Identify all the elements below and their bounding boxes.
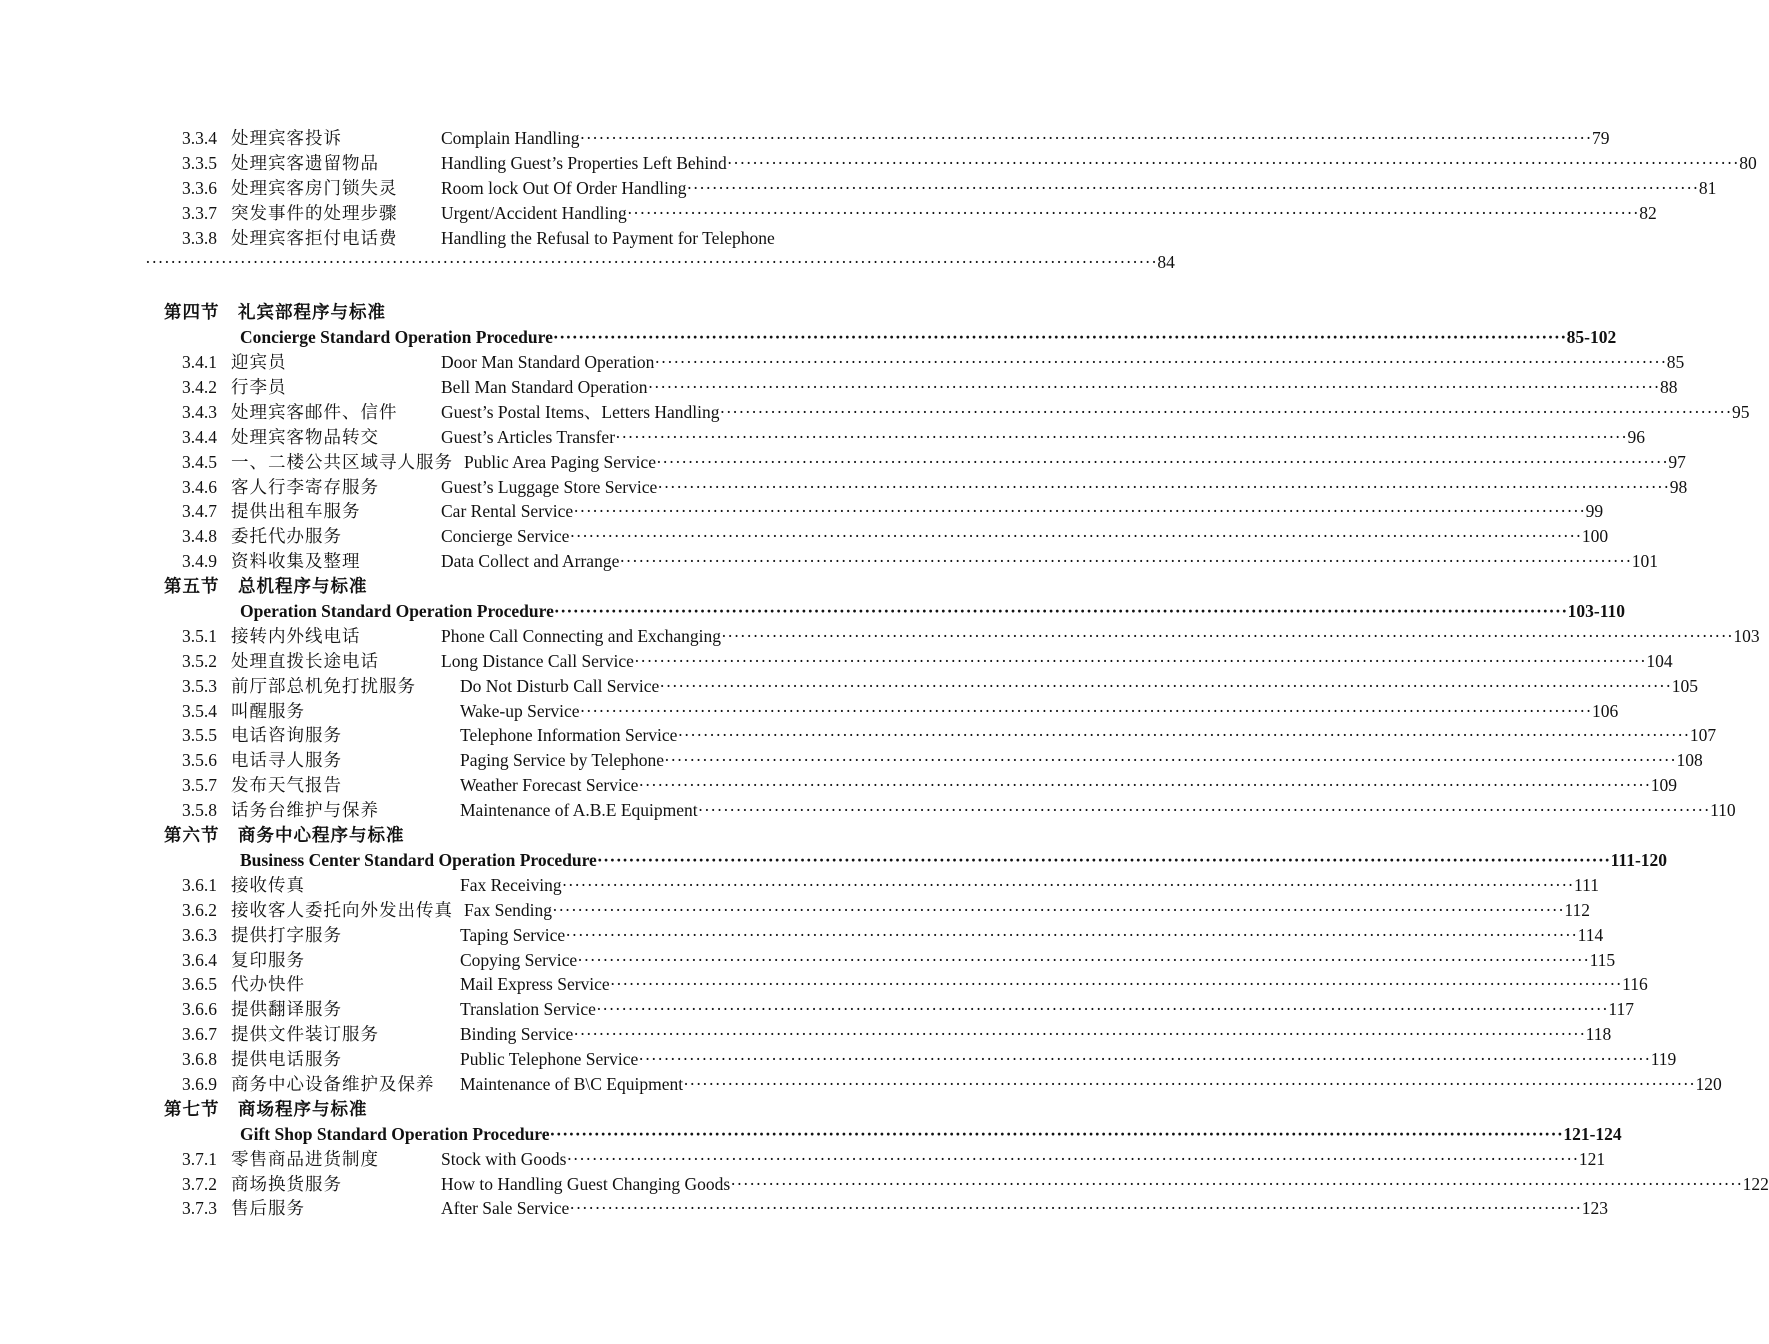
entry-title-english [464,450,1686,475]
entry-number: 3.5.7 [182,775,217,796]
dot-leader: ································································································································································ [719,401,1732,422]
entry-title-english [460,923,1604,948]
entry-number: 3.3.6 [182,177,217,198]
entry-title-english [441,350,1685,375]
page-number: 120 [1695,1073,1722,1094]
entry-number: 3.3.5 [182,152,217,173]
entry-label: Concierge Service [441,526,570,547]
dot-leader: ································································································································································ [553,601,1568,622]
dot-leader: ································································································································································ [730,1173,1743,1194]
entry-title-chinese: 行李员 [231,377,287,398]
entry-title-chinese: 叫醒服务 [231,700,305,721]
entry-title-chinese: 处理宾客拒付电话费 [231,227,398,248]
entry-number: 3.4.1 [182,352,217,373]
dot-leader: ································································································································································ [552,899,1565,920]
entry-title-english [441,1147,1606,1172]
entry-title-chinese: 接收客人委托向外发出传真 [231,899,453,920]
entry-title-english [460,1022,1612,1047]
entry-title-chinese: 提供打字服务 [231,924,342,945]
entry-title-chinese: 售后服务 [231,1198,305,1219]
entry-label: Taping Service [460,924,566,945]
dot-leader: ································································································································································ [697,800,1711,821]
section-title-label: Business Center Standard Operation Procedure [240,849,597,870]
entry-number: 3.4.2 [182,377,217,398]
toc-entry [0,201,1657,226]
toc-entry [0,1172,1769,1197]
entry-title-english [460,773,1678,798]
entry-title-english [460,948,1616,973]
page-number: 121 [1578,1148,1606,1169]
page-number: 108 [1676,750,1703,771]
entry-label: Data Collect and Arrange [441,551,620,572]
toc-entry [0,723,1717,748]
dot-leader: ································································································································································ [677,725,1690,746]
entry-title-english [441,475,1688,500]
dot-leader: ································································································································································ [565,924,1578,945]
entry-title-english [464,898,1591,923]
entry-title-english [441,201,1657,226]
entry-label: Mail Express Service [460,974,610,995]
entry-title-chinese: 处理宾客邮件、信件 [231,401,398,422]
dot-leader: ································································································································································ [655,451,1669,472]
entry-number: 3.5.3 [182,675,217,696]
toc-entry [0,773,1678,798]
section-heading-chinese: 第五节 总机程序与标准 [164,576,368,597]
toc-entry [0,176,1717,201]
dot-leader: ································································································································································ [569,1198,1582,1219]
page-number: 85 [1666,352,1685,373]
toc-entry [0,226,950,251]
entry-title-english [460,1047,1677,1072]
dot-leader: ································································································································································ [638,1049,1651,1070]
entry-title-chinese: 接收传真 [231,874,305,895]
toc-entry [0,1072,1722,1097]
toc-entry [0,475,1688,500]
entry-title-english [460,997,1634,1022]
dot-leader: ································································································································································ [561,874,1574,895]
entry-title-chinese: 话务台维护与保养 [231,800,379,821]
toc-entry [0,1047,1677,1072]
dot-leader: ································································································································································ [609,974,1623,995]
section-heading-chinese: 第四节 礼宾部程序与标准 [164,302,386,323]
entry-label: Weather Forecast Service [460,775,639,796]
page-number: 100 [1581,526,1609,547]
entry-label: Fax Sending [464,899,552,920]
toc-entry [0,1022,1612,1047]
entry-title-chinese: 提供出租车服务 [231,501,361,522]
entry-title-chinese: 处理宾客投诉 [231,128,342,148]
dot-leader: ································································································································································ [552,327,1567,348]
entry-title-english [441,151,1757,176]
page-number: 95 [1731,401,1750,422]
section-title-row [0,325,1617,350]
page-number: 96 [1627,426,1645,447]
dot-leader: ································································································································································ [595,999,1609,1020]
entry-label: Public Area Paging Service [464,451,656,472]
page-number: 105 [1671,675,1698,696]
entry-label: Door Man Standard Operation [441,352,655,373]
entry-number: 3.3.4 [182,128,217,148]
section-title-english [240,599,1626,624]
page-number: 84 [1157,252,1175,273]
dot-leader: ································································································································································ [659,675,1672,696]
dot-leader: ································································································································································ [647,377,1660,398]
entry-number: 3.7.1 [182,1148,217,1169]
page-number: 79 [1591,128,1610,148]
dot-leader: ································································································································································ [569,526,1582,547]
page-number: 118 [1585,1024,1612,1045]
entry-number: 3.6.4 [182,949,217,970]
page-number: 109 [1650,775,1678,796]
page-number: 99 [1585,501,1604,522]
page-number: 81 [1698,177,1717,198]
entry-title-english [441,425,1645,450]
entry-number: 3.7.2 [182,1173,217,1194]
entry-title-english [441,226,848,251]
entry-title-chinese: 处理宾客物品转交 [231,426,379,447]
entry-number: 3.4.9 [182,551,217,572]
toc-entry [0,549,1659,574]
entry-label: Stock with Goods [441,1148,567,1169]
section-heading [0,823,950,848]
section-spacer [0,275,950,300]
entry-number: 3.4.8 [182,526,217,547]
page-range: 121-124 [1563,1123,1622,1144]
dot-leader: ································································································································································ [638,775,1651,796]
dot-leader: ································································································································································ [579,700,1592,721]
toc-entry [0,400,1750,425]
entry-number: 3.6.5 [182,974,217,995]
dot-leader: ································································································································································ [577,949,1590,970]
entry-title-chinese: 发布天气报告 [231,775,342,796]
entry-label: How to Handling Guest Changing Goods [441,1173,731,1194]
entry-label: Do Not Disturb Call Service [460,675,660,696]
section-heading-chinese: 第七节 商场程序与标准 [164,1098,368,1119]
entry-title-chinese: 复印服务 [231,949,305,970]
entry-number: 3.4.7 [182,501,217,522]
dot-leader: ································································································································································ [573,501,1586,522]
entry-title-chinese: 委托代办服务 [231,526,342,547]
entry-title-english [441,499,1604,524]
page-number: 122 [1742,1173,1769,1194]
table-of-contents [0,126,1769,1221]
entry-label: Long Distance Call Service [441,650,634,671]
entry-title-chinese: 电话寻人服务 [231,750,342,771]
page-number: 101 [1631,551,1659,572]
toc-entry [0,499,1604,524]
page-number: 97 [1668,451,1686,472]
toc-entry-continuation [0,250,1175,275]
entry-label: Complain Handling [441,128,580,148]
entry-title-english [460,972,1648,997]
dot-leader: ································································································································································ [145,252,1158,273]
entry-number: 3.5.8 [182,800,217,821]
section-title-label: Gift Shop Standard Operation Procedure [240,1123,550,1144]
page-number: 114 [1577,924,1604,945]
toc-entry [0,350,1685,375]
page-number: 123 [1581,1198,1608,1219]
entry-number: 3.4.5 [182,451,217,472]
entry-title-chinese: 商务中心设备维护及保养 [231,1073,435,1094]
page-number: 111 [1574,874,1599,895]
entry-title-chinese: 提供电话服务 [231,1049,342,1070]
entry-title-chinese: 商场换货服务 [231,1173,342,1194]
entry-title-chinese: 接转内外线电话 [231,625,361,646]
entry-number: 3.5.2 [182,650,217,671]
toc-entry [0,624,1760,649]
toc-entry [0,798,1736,823]
entry-title-english [441,126,1610,151]
entry-number: 3.4.3 [182,401,217,422]
entry-title-chinese: 客人行李寄存服务 [231,476,379,497]
section-title-row [0,599,1626,624]
entry-label: Telephone Information Service [460,725,678,746]
entry-label: Room lock Out Of Order Handling [441,177,687,198]
dot-leader: ································································································································································ [633,650,1647,671]
toc-entry [0,674,1698,699]
entry-number: 3.6.7 [182,1024,217,1045]
entry-label: Car Rental Service [441,501,574,522]
entry-continuation-line [145,250,1175,275]
entry-title-english [460,798,1736,823]
entry-label: Bell Man Standard Operation [441,377,648,398]
toc-entry [0,151,1757,176]
entry-number: 3.6.6 [182,999,217,1020]
entry-title-english [441,624,1760,649]
entry-title-chinese: 资料收集及整理 [231,551,361,572]
page-number: 119 [1650,1049,1677,1070]
toc-entry [0,425,1645,450]
entry-label: Paging Service by Telephone [460,750,665,771]
toc-entry [0,1147,1606,1172]
entry-title-english [441,649,1673,674]
entry-number: 3.4.4 [182,426,217,447]
entry-number: 3.6.9 [182,1073,217,1094]
entry-title-english [460,748,1703,773]
page-number: 88 [1659,377,1678,398]
page-range: 103-110 [1567,601,1626,622]
entry-number: 3.5.1 [182,625,217,646]
section-title-row [0,1122,1622,1147]
entry-label: Guest’s Luggage Store Service [441,476,658,497]
page-number: 112 [1564,899,1591,920]
entry-title-chinese: 代办快件 [231,974,305,995]
toc-entry [0,923,1604,948]
entry-number: 3.5.5 [182,725,217,746]
entry-title-english [460,873,1599,898]
entry-label: Handling Guest’s Properties Left Behind [441,152,727,173]
entry-title-english [441,549,1659,574]
toc-entry [0,997,1634,1022]
entry-title-english [441,375,1678,400]
dot-leader: ································································································································································ [686,177,1699,198]
section-heading [0,300,950,325]
section-title-english [240,1122,1622,1147]
entry-label: Binding Service [460,1024,574,1045]
page-number: 106 [1592,700,1619,721]
entry-label: Maintenance of A.B.E Equipment [460,800,698,821]
entry-title-chinese: 电话咨询服务 [231,725,342,746]
entry-title-english [460,723,1717,748]
entry-label: Copying Service [460,949,578,970]
entry-number: 3.3.8 [182,227,217,248]
page-range: 85-102 [1566,327,1617,348]
dot-leader: ································································································································································ [619,551,1632,572]
entry-label: Handling the Refusal to Payment for Telephone [441,227,775,248]
entry-title-chinese: 处理宾客遗留物品 [231,152,379,173]
entry-number: 3.5.4 [182,700,217,721]
page-number: 115 [1589,949,1616,970]
entry-title-english [460,674,1698,699]
entry-title-chinese: 一、二楼公共区域寻人服务 [231,451,453,472]
dot-leader: ································································································································································ [654,352,1667,373]
entry-label: Public Telephone Service [460,1049,639,1070]
dot-leader: ································································································································································ [683,1073,1696,1094]
entry-number: 3.6.3 [182,924,217,945]
toc-entry [0,972,1648,997]
page-number: 103 [1733,625,1760,646]
toc-entry [0,649,1673,674]
entry-number: 3.6.8 [182,1049,217,1070]
entry-label: Guest’s Articles Transfer [441,426,616,447]
toc-entry [0,948,1616,973]
dot-leader: ································································································································································ [726,152,1740,173]
toc-entry [0,748,1703,773]
section-heading [0,1097,950,1122]
entry-title-chinese: 提供文件装订服务 [231,1024,379,1045]
entry-number: 3.6.2 [182,899,217,920]
entry-title-english [460,1072,1722,1097]
section-title-english [240,848,1668,873]
entry-title-chinese: 提供翻译服务 [231,999,342,1020]
entry-number: 3.5.6 [182,750,217,771]
entry-title-english [441,400,1750,425]
entry-label: Urgent/Accident Handling [441,202,627,223]
page-number: 110 [1710,800,1736,821]
entry-label: After Sale Service [441,1198,570,1219]
entry-title-english [441,1172,1769,1197]
toc-entry [0,375,1678,400]
page-number: 82 [1639,202,1657,223]
page-number: 116 [1622,974,1648,995]
dot-leader: ································································································································································ [657,476,1670,497]
entry-number: 3.7.3 [182,1198,217,1219]
entry-title-english [441,176,1717,201]
dot-leader: ································································································································································ [626,202,1640,223]
toc-entry [0,699,1619,724]
page-number: 107 [1689,725,1717,746]
entry-title-chinese: 处理宾客房门锁失灵 [231,177,398,198]
entry-title-english [460,699,1619,724]
entry-title-chinese: 处理直拨长途电话 [231,650,379,671]
entry-label: Fax Receiving [460,874,562,895]
entry-title-english [441,1196,1608,1221]
entry-number: 3.4.6 [182,476,217,497]
dot-leader: ································································································································································ [596,849,1611,870]
entry-title-chinese: 迎宾员 [231,352,287,373]
entry-number: 3.3.7 [182,202,217,223]
entry-label: Phone Call Connecting and Exchanging [441,625,721,646]
entry-label: Maintenance of B\C Equipment [460,1073,684,1094]
section-heading [0,574,950,599]
entry-number: 3.6.1 [182,874,217,895]
page-number: 98 [1669,476,1688,497]
section-title-english [240,325,1617,350]
section-title-label: Operation Standard Operation Procedure [240,601,554,622]
entry-title-chinese: 突发事件的处理步骤 [231,202,398,223]
toc-entry [0,524,1609,549]
page-range: 111-120 [1610,849,1668,870]
section-title-label: Concierge Standard Operation Procedure [240,327,553,348]
dot-leader: ································································································································································ [549,1123,1564,1144]
dot-leader: ································································································································································ [566,1148,1579,1169]
toc-entry [0,126,1610,151]
section-heading-chinese: 第六节 商务中心程序与标准 [164,825,405,846]
dot-leader: ································································································································································ [664,750,1677,771]
toc-entry [0,1196,1608,1221]
entry-title-chinese: 前厅部总机免打扰服务 [231,675,416,696]
toc-entry [0,873,1599,898]
page-number: 80 [1739,152,1757,173]
entry-label: Wake-up Service [460,700,580,721]
dot-leader: ································································································································································ [615,426,1628,447]
entry-label: Guest’s Postal Items、Letters Handling [441,401,720,422]
entry-label: Translation Service [460,999,596,1020]
dot-leader: ································································································································································ [573,1024,1586,1045]
toc-entry [0,450,1686,475]
entry-title-chinese: 零售商品进货制度 [231,1148,379,1169]
page-number: 104 [1646,650,1673,671]
entry-title-english [441,524,1609,549]
dot-leader: ································································································································································ [579,128,1592,148]
toc-entry [0,898,1591,923]
dot-leader: ································································································································································ [720,625,1734,646]
section-title-row [0,848,1668,873]
page-number: 117 [1608,999,1634,1020]
